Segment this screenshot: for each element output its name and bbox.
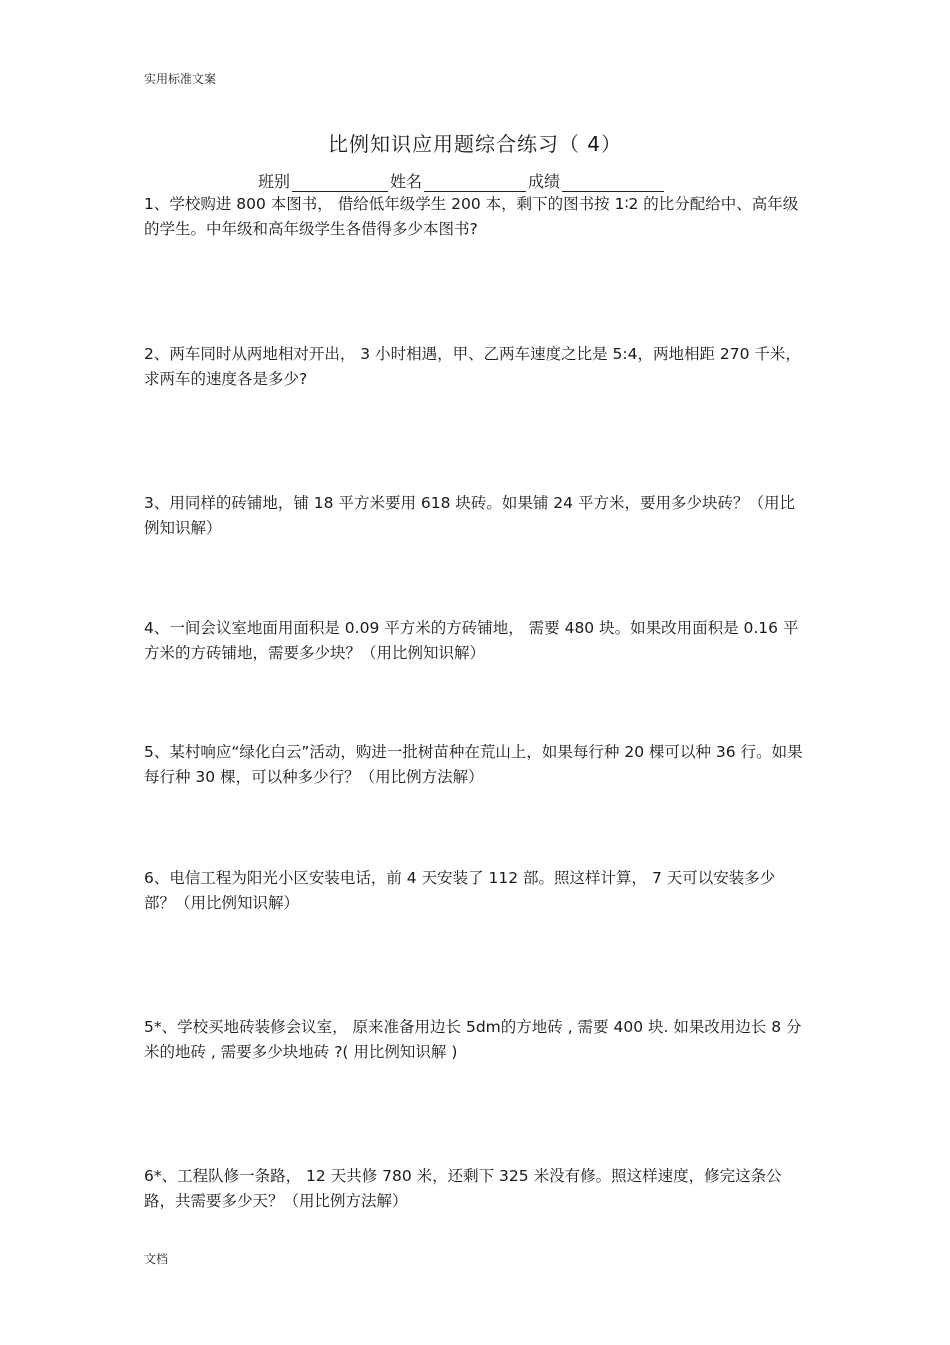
- class-label: 班别: [258, 172, 291, 191]
- name-blank: [424, 173, 526, 192]
- class-blank: [292, 173, 388, 192]
- score-blank: [562, 173, 664, 192]
- question-7: 5*、学校买地砖装修会议室， 原来准备用边长 5dm的方地砖 , 需要 400 块. 如果改用边长 8 分米的地砖 , 需要多少块地砖 ?( 用比例知识解 ): [144, 1018, 802, 1061]
- page-title: 比例知识应用题综合练习（ 4）: [327, 132, 623, 156]
- question-3: 3、用同样的砖铺地，铺 18 平方米要用 618 块砖。如果铺 24 平方米，要用多少块砖？（用比例知识解）: [144, 494, 795, 537]
- page-footer: 文档: [144, 1252, 169, 1266]
- question-8: 6*、工程队修一条路， 12 天共修 780 米，还剩下 325 米没有修。照这样速度，修完这条公路，共需要多少天？（用比例方法解）: [144, 1167, 782, 1210]
- score-label: 成绩: [528, 172, 561, 191]
- question-4: 4、一间会议室地面用面积是 0.09 平方米的方砖铺地， 需要 480 块。如果改用面积是 0.16 平方米的方砖铺地，需要多少块？（用比例知识解）: [144, 619, 799, 662]
- question-6: 6、电信工程为阳光小区安装电话，前 4 天安装了 112 部。照这样计算， 7 天可以安装多少部？（用比例知识解）: [144, 869, 776, 912]
- name-label: 姓名: [390, 172, 423, 191]
- student-info-line: [258, 169, 666, 192]
- question-1: 1、学校购进 800 本图书， 借给低年级学生 200 本，剩下的图书按 1∶2 的比分配给中、高年级的学生。中年级和高年级学生各借得多少本图书?: [144, 195, 799, 238]
- page-header: 实用标准文案: [144, 72, 217, 86]
- question-2: 2、两车同时从两地相对开出， 3 小时相遇，甲、乙两车速度之比是 5:4，两地相距 270 千米，求两车的速度各是多少?: [144, 345, 801, 388]
- question-5: 5、某村响应“绿化白云”活动，购进一批树苗种在荒山上，如果每行种 20 棵可以种 36 行。如果每行种 30 棵，可以种多少行？（用比例方法解）: [144, 743, 803, 786]
